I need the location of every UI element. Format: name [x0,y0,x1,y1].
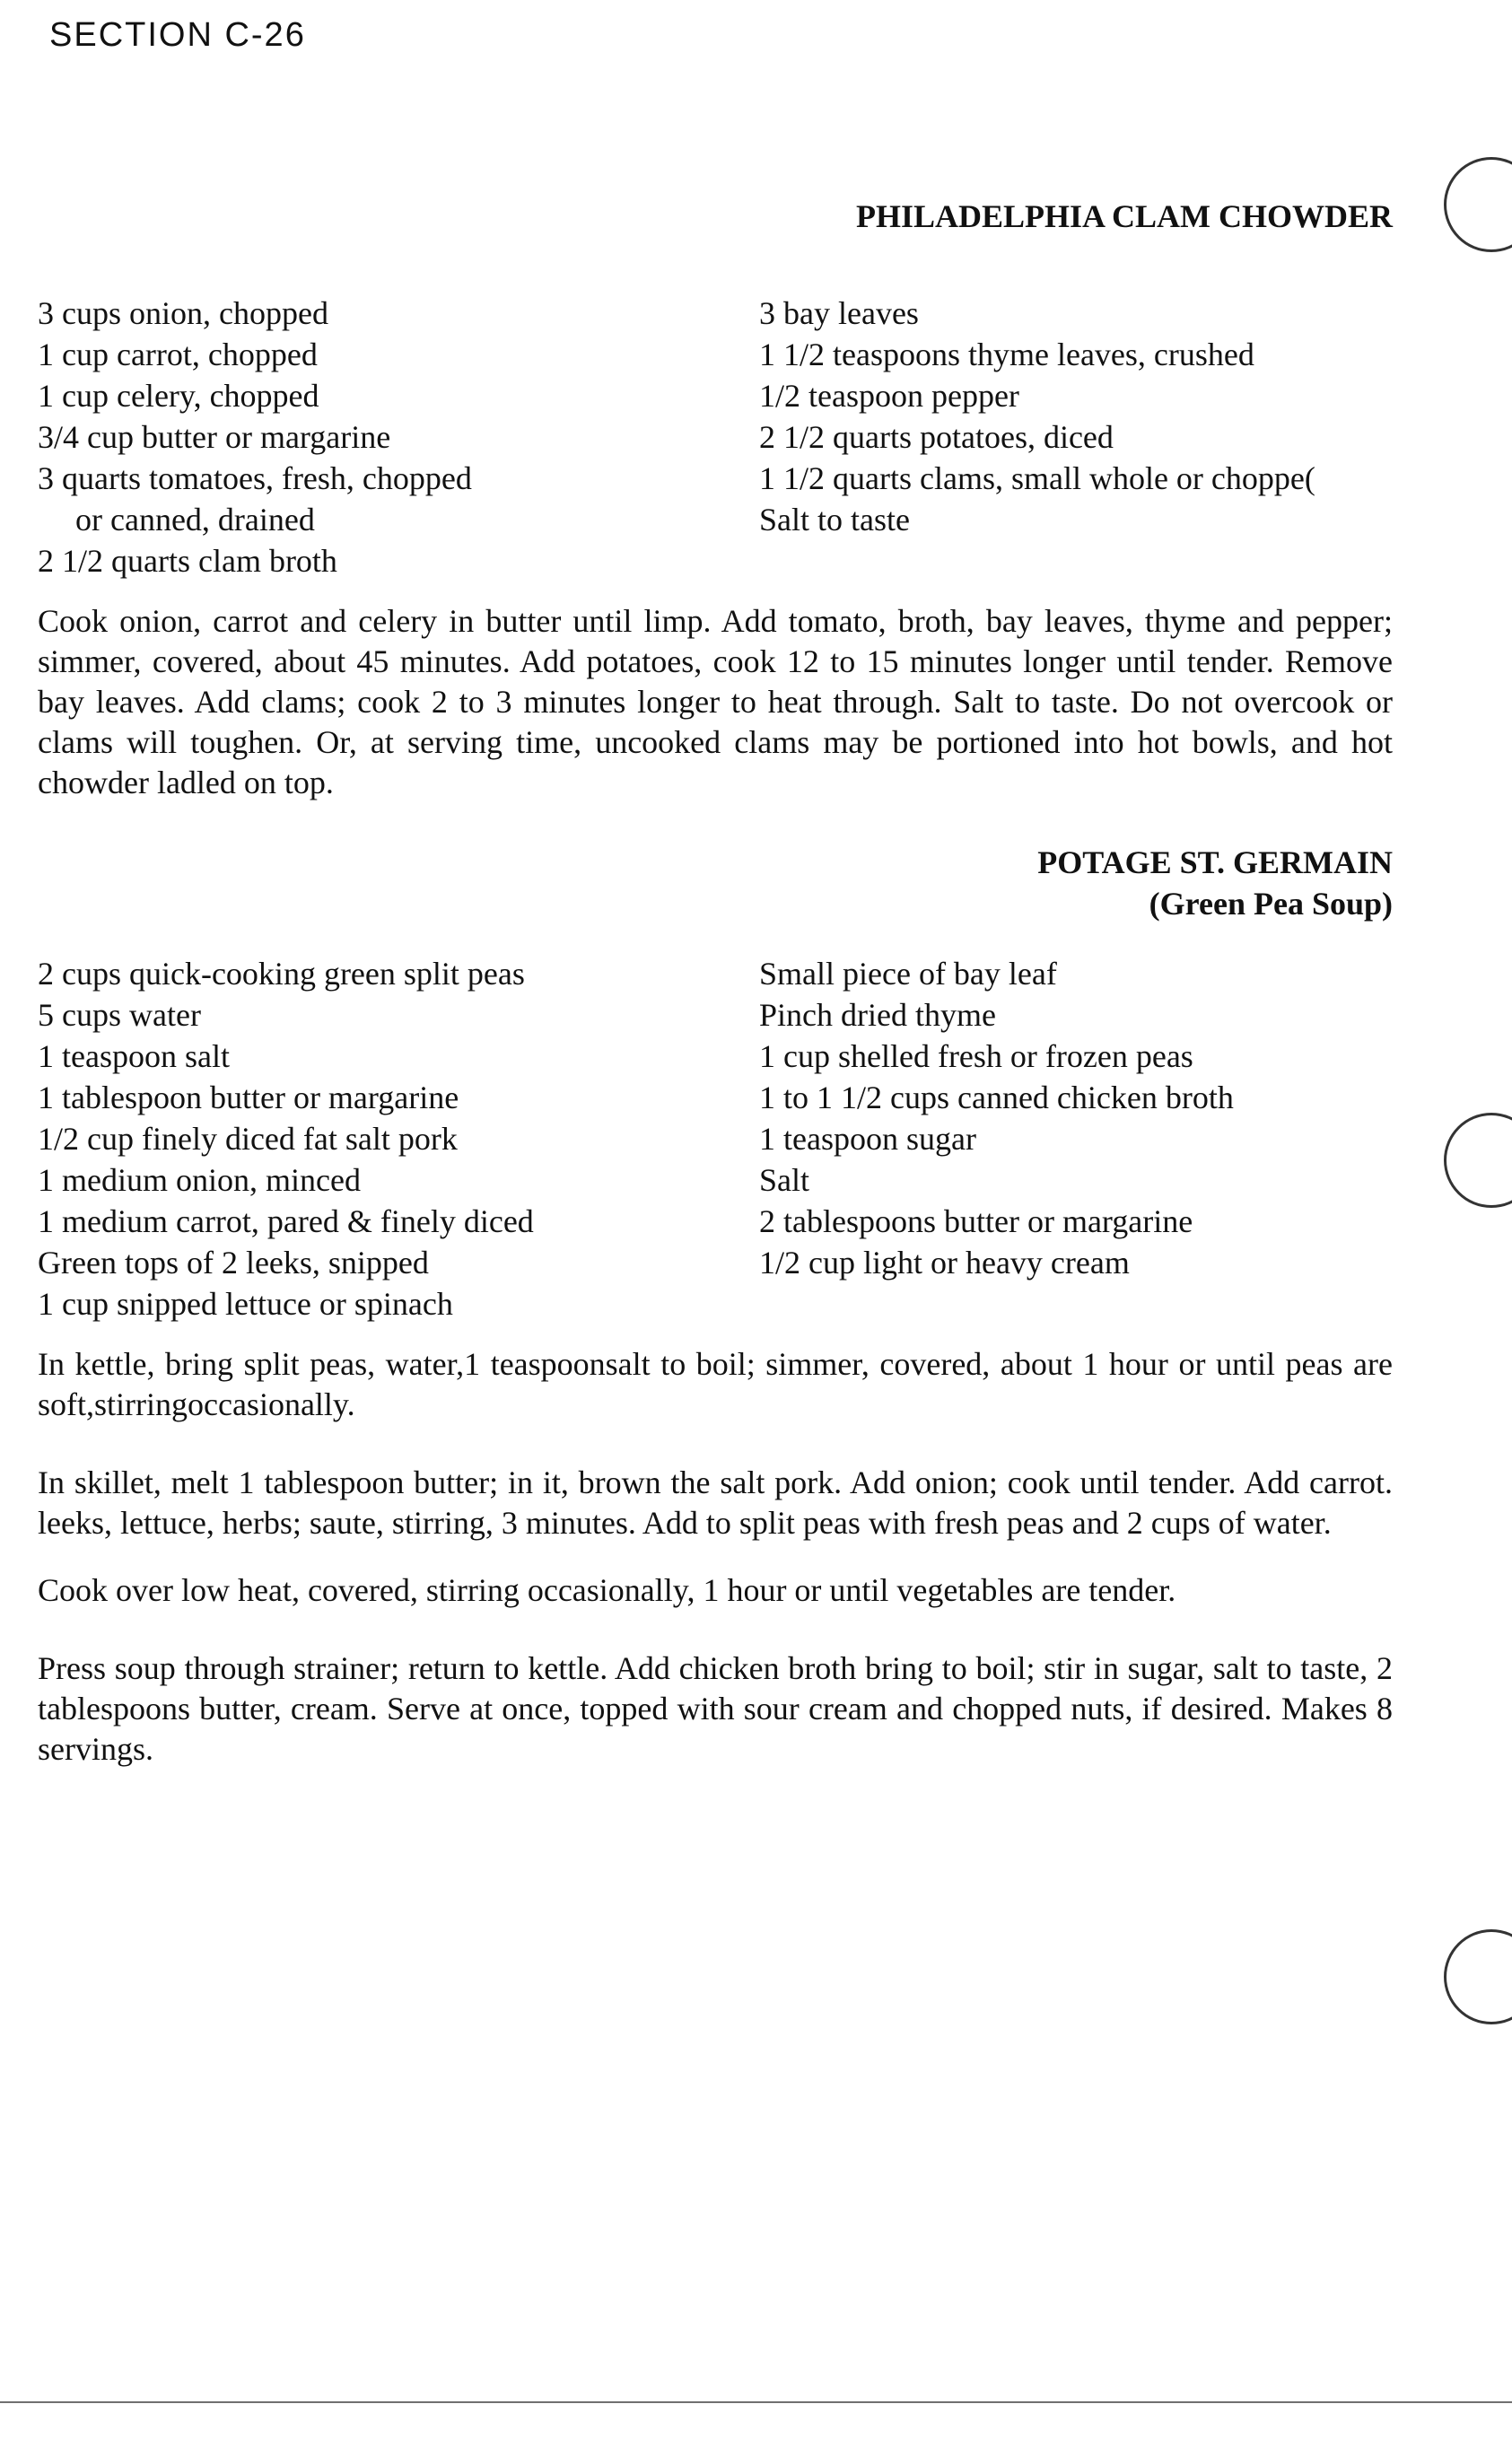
ingredient: 1 teaspoon sugar [759,1121,976,1157]
binder-hole [1444,1113,1512,1208]
ingredient-column-left [38,293,759,581]
ingredient: Small piece of bay leaf [759,956,1057,992]
page-bottom-edge [0,2401,1512,2403]
ingredient: 3 quarts tomatoes, fresh, chopped [38,460,472,496]
ingredient: 1/2 cup finely diced fat salt pork [38,1121,458,1157]
recipe-philadelphia-clam-chowder [38,196,1393,803]
recipe-potage-st-germain [38,842,1393,1770]
recipe-title: PHILADELPHIA CLAM CHOWDER [855,198,1393,234]
ingredient: Salt [759,1162,810,1198]
ingredient: 1/2 cup light or heavy cream [759,1245,1130,1281]
direction-step: In kettle, bring split peas, water,1 teaspoonsalt to boil; simmer, covered, about 1 hour or until peas are soft,stirringoccasionally. [38,1346,1393,1422]
ingredient: 2 cups quick-cooking green split peas [38,956,525,992]
ingredient: 1 1/2 teaspoons thyme leaves, crushed [759,337,1254,372]
binder-hole [1444,157,1512,252]
ingredient-column-left [38,953,759,1324]
binder-hole [1444,1929,1512,2024]
recipe-title: POTAGE ST. GERMAIN [1037,844,1393,880]
ingredient: or canned, drained [75,502,315,538]
recipe-subtitle: (Green Pea Soup) [1149,886,1393,922]
ingredient: 1 cup shelled fresh or frozen peas [759,1038,1193,1074]
ingredient: 1 cup carrot, chopped [38,337,318,372]
ingredient: 1 medium onion, minced [38,1162,361,1198]
ingredient-column-right [759,953,1393,1324]
ingredient: 2 1/2 quarts potatoes, diced [759,419,1114,455]
direction-step: Cook over low heat, covered, stirring occasionally, 1 hour or until vegetables are tender. [38,1572,1176,1608]
ingredient-list [38,953,1393,1324]
ingredient-column-right [759,293,1393,581]
ingredient: 2 tablespoons butter or margarine [759,1203,1193,1239]
ingredient: Pinch dried thyme [759,997,996,1033]
ingredient: 3 cups onion, chopped [38,295,328,331]
ingredient: 3 bay leaves [759,295,919,331]
direction-step: Press soup through strainer; return to kettle. Add chicken broth bring to boil; stir in sugar, salt to taste, 2 tablespoons butter, cream. Serve at once, topped with sour cream and chopped nuts, if desired. Makes 8 servings. [38,1650,1393,1767]
section-label: SECTION C-26 [49,16,306,54]
direction-step: In skillet, melt 1 tablespoon butter; in it, brown the salt pork. Add onion; cook until tender. Add carrot. leeks, lettuce, herbs; saute, stirring, 3 minutes. Add to split peas with fresh peas and 2 cups of water. [38,1464,1393,1541]
ingredient: 5 cups water [38,997,201,1033]
directions: Cook onion, carrot and celery in butter until limp. Add tomato, broth, bay leaves, thyme and pepper; simmer, covered, about 45 minutes. Add potatoes, cook 12 to 15 minutes longer until tender. Remove bay leaves. Add clams; cook 2 to 3 minutes longer to heat through. Salt to taste. Do not overcook or clams will toughen. Or, at serving time, uncooked clams may be portioned into hot bowls, and hot chowder ladled on top. [38,603,1393,800]
ingredient: 3/4 cup butter or margarine [38,419,391,455]
ingredient: 1 to 1 1/2 cups canned chicken broth [759,1080,1234,1115]
ingredient: 1 1/2 quarts clams, small whole or choppe( [759,460,1315,496]
ingredient: 1/2 teaspoon pepper [759,378,1019,414]
ingredient: Salt to taste [759,502,910,538]
ingredient: 1 cup celery, chopped [38,378,319,414]
ingredient: 1 cup snipped lettuce or spinach [38,1286,453,1322]
ingredient: 1 tablespoon butter or margarine [38,1080,459,1115]
ingredient-list [38,293,1393,581]
ingredient: Green tops of 2 leeks, snipped [38,1245,429,1281]
ingredient: 1 teaspoon salt [38,1038,230,1074]
ingredient: 1 medium carrot, pared & finely diced [38,1203,534,1239]
ingredient: 2 1/2 quarts clam broth [38,543,337,579]
